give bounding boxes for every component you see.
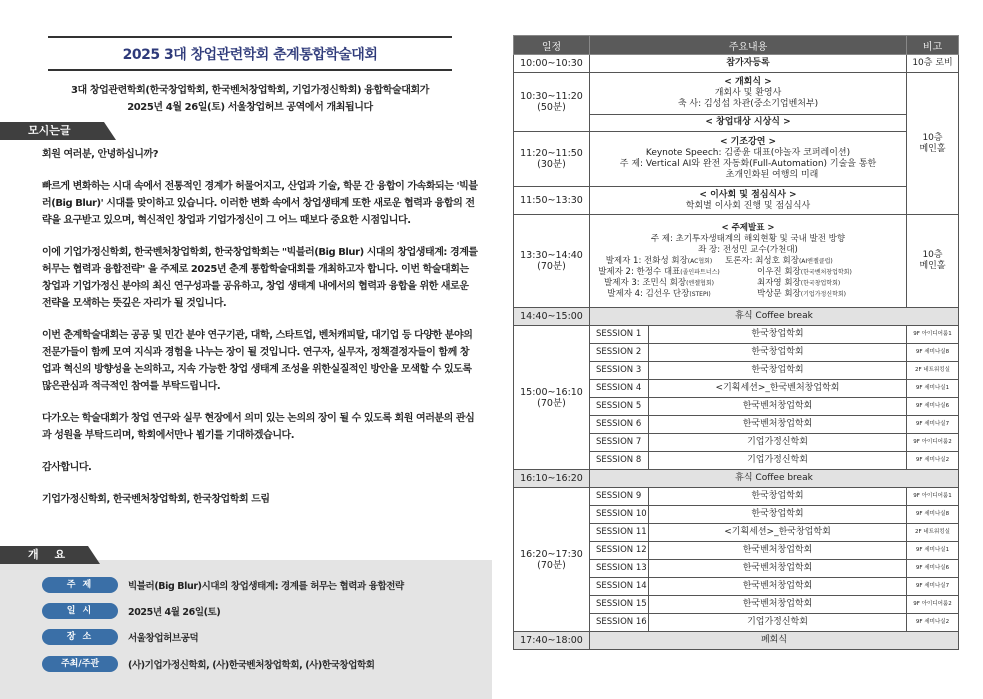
panel-heading: < 주제발표 >: [721, 222, 775, 233]
opening-heading: < 개회식 >: [724, 76, 772, 87]
note-cell: [907, 73, 959, 215]
panel-topic: 주 제: 초기투자생태계의 해외현황 및 국내 발전 방향: [650, 233, 846, 244]
time-cell: [514, 488, 590, 632]
content-cell: 참가자등록: [590, 55, 907, 73]
greeting-para: 감사합니다.: [42, 462, 92, 473]
session-host: 기업가정신학회: [649, 452, 907, 470]
greeting-para: 이에 기업가정신학회, 한국벤처창업학회, 한국창업학회는 "빅블러(Big Blur) 시대의 창업생태계: 경계를 허무는 협력과 융합전략" 을 주제로 2025년 춘계 통합학술대회를 개최하고자 합니다. 이번 학술대회는 창업과 기업가정신 분야의 최신 연구성과를 공유하고, 창업 생태계 내에서의 협력과 융합을 위한 새로운 전략을 모색하는 뜻깊은 자리가 될 것입니다.: [42, 247, 478, 309]
keynote-topic: 초개인화된 여행의 미래: [725, 170, 819, 180]
note-cell: [907, 215, 959, 308]
greeting-para: 빠르게 변화하는 시대 속에서 전통적인 경계가 허물어지고, 산업과 기술, 학문 간 융합이 가속화되는 '빅블러(Big Blur)' 시대를 맞이하고 있습니다. 이러한 변화 속에서 창업생태계 또한 새로운 협력과 융합의 전략을 요구받고 있으며, 혁신적인 창업과 기업가정신이 그 어느 때보다 중요한 시점입니다.: [42, 181, 478, 226]
session-host: 기업가정신학회: [649, 434, 907, 452]
summary-value: 빅블러(Big Blur)시대의 창업생태계: 경계를 허무는 협력과 융합전략: [128, 581, 404, 592]
session-name: SESSION 6: [590, 416, 649, 434]
panel-presenter: 발제자 4: 김선우 단장(STEPI) 박상문 회장(기업가정신학회): [607, 288, 847, 299]
schedule-table: [513, 35, 959, 650]
greeting-para: 회원 여러분, 안녕하십니까?: [42, 149, 159, 160]
top-rule: [48, 36, 452, 38]
duration-text: (70분): [537, 397, 566, 409]
session-name: SESSION 10: [590, 506, 649, 524]
session-room: 9F 아이디어룸2: [907, 434, 959, 452]
panel-chair: 좌 장: 전성민 교수(가천대): [698, 244, 798, 255]
row-registration: [514, 55, 959, 73]
session-host: 한국벤처창업학회: [649, 596, 907, 614]
time-text: 11:20~11:50: [520, 148, 583, 159]
session-room: 9F 아이디어룸1: [907, 488, 959, 506]
session-name: SESSION 5: [590, 398, 649, 416]
time-text: 15:00~16:10: [520, 386, 583, 398]
time-cell: 14:40~15:00: [514, 308, 590, 326]
time-cell: 11:50~13:30: [514, 187, 590, 215]
session-row: [514, 488, 959, 506]
session-host: 한국벤처창업학회: [649, 416, 907, 434]
schedule-header: [514, 36, 959, 55]
session-host: 한국벤처창업학회: [649, 560, 907, 578]
greeting-signature: 기업가정신학회, 한국벤처창업학회, 한국창업학회 드림: [42, 494, 270, 505]
page-title: 2025 3대 창업관련학회 춘계통합학술대회: [122, 47, 378, 63]
time-cell: [514, 215, 590, 308]
time-cell: 16:10~16:20: [514, 470, 590, 488]
session-host: 한국벤처창업학회: [649, 542, 907, 560]
duration-text: (30분): [537, 159, 566, 170]
session-room: 9F 아이디어룸2: [907, 596, 959, 614]
session-room: 9F 세미나실1: [907, 380, 959, 398]
session-room: 9F 세미나실1: [907, 542, 959, 560]
session-room: 9F 세미나실6: [907, 560, 959, 578]
session-name: SESSION 7: [590, 434, 649, 452]
session-name: SESSION 9: [590, 488, 649, 506]
closing-cell: 폐회식: [590, 632, 959, 650]
row-closing: [514, 632, 959, 650]
session-host: 한국창업학회: [649, 362, 907, 380]
session-room: 9F 세미나실2: [907, 614, 959, 632]
panel-presenter: 발제자 3: 조민식 회장(엔젤협회) 최자영 회장(한국창업학회): [604, 277, 841, 288]
opening-line: 축 사: 김성섭 차관(중소기업벤처부): [677, 98, 819, 109]
time-text: 16:20~17:30: [520, 548, 583, 560]
session-host: 한국창업학회: [649, 506, 907, 524]
panel-presenter: 발제자 2: 한정수 대표(졸인파트너스) 이우진 회장(한국벤처창업학회): [598, 266, 852, 277]
summary-banner: 개 요: [0, 546, 88, 564]
row-break: [514, 308, 959, 326]
lunch-cell: [590, 187, 907, 215]
summary-value: (사)기업가정신학회, (사)한국벤처창업학회, (사)한국창업학회: [128, 660, 375, 671]
session-name: SESSION 12: [590, 542, 649, 560]
session-host: <기획세션>_한국벤처창업학회: [649, 380, 907, 398]
keynote-topic: 주 제: Vertical AI와 완전 자동화(Full-Automation) 기술을 통한: [619, 159, 877, 169]
row-opening: [514, 73, 959, 115]
session-room: 9F 세미나실6: [907, 398, 959, 416]
summary-value: 2025년 4월 26일(토): [128, 607, 221, 618]
session-name: SESSION 11: [590, 524, 649, 542]
session-host: 한국벤처창업학회: [649, 578, 907, 596]
intro-text: [48, 82, 452, 116]
summary-label: 장 소: [42, 629, 118, 645]
session-host: 한국벤처창업학회: [649, 398, 907, 416]
session-name: SESSION 2: [590, 344, 649, 362]
time-cell: [514, 326, 590, 470]
row-keynote: [514, 132, 959, 187]
session-name: SESSION 13: [590, 560, 649, 578]
time-cell: [514, 73, 590, 132]
summary-value: 서울창업허브공덕: [128, 633, 199, 644]
row-lunch: [514, 187, 959, 215]
session-room: 2F 네트워킹실: [907, 362, 959, 380]
session-name: SESSION 15: [590, 596, 649, 614]
time-text: 13:30~14:40: [520, 250, 583, 261]
break-cell: 휴식 Coffee break: [590, 470, 959, 488]
opening-cell: [590, 73, 907, 115]
session-host: 기업가정신학회: [649, 614, 907, 632]
lunch-sub: 학회별 이사회 진행 및 점심식사: [685, 200, 811, 211]
time-cell: 10:00~10:30: [514, 55, 590, 73]
greeting-banner: 모시는글: [0, 122, 104, 140]
time-cell: [514, 132, 590, 187]
header-content: 주요내용: [590, 36, 907, 55]
time-cell: 17:40~18:00: [514, 632, 590, 650]
header-time: 일정: [514, 36, 590, 55]
summary-label: 주최/주관: [42, 656, 118, 672]
greeting-letter: [42, 146, 478, 523]
session-room: 9F 세미나실2: [907, 452, 959, 470]
session-room: 9F 아이디어룸1: [907, 326, 959, 344]
session-name: SESSION 8: [590, 452, 649, 470]
summary-label: 주 제: [42, 577, 118, 593]
panel-cell: [590, 215, 907, 308]
intro-line-1: 3대 창업관련학회(한국창업학회, 한국벤처창업학회, 기업가정신학회) 융합학술대회가: [70, 85, 430, 96]
row-break: [514, 470, 959, 488]
keynote-speaker: Keynote Speech: 김종윤 대표(야놀자 코퍼레이션): [645, 148, 851, 158]
duration-text: (50분): [537, 102, 566, 113]
greeting-para: 이번 춘계학술대회는 공공 및 민간 분야 연구기관, 대학, 스타트업, 벤처캐피탈, 대기업 등 다양한 분야의 전문가들이 함께 모여 지식과 경험을 나누는 장이 될 것입니다. 연구자, 실무자, 정책결정자들이 함께 창업과 혁신의 방향성을 논의하고, 지속 가능한 창업 생태계 조성을 위한실질적인 방안을 모색할 수 있도록 많은관심과 적극적인 참여를 부탁드립니다.: [42, 330, 473, 392]
note-cell: 10층 로비: [907, 55, 959, 73]
duration-text: (70분): [537, 261, 566, 272]
note-text: 메인홀: [919, 261, 946, 271]
opening-line: 개회사 및 환영사: [714, 87, 782, 98]
lunch-heading: < 이사회 및 점심식사 >: [699, 189, 797, 200]
summary-label: 일 시: [42, 603, 118, 619]
session-host: 한국창업학회: [649, 488, 907, 506]
session-host: <기획세션>_한국창업학회: [649, 524, 907, 542]
session-room: 9F 세미나실8: [907, 344, 959, 362]
header-note: 비고: [907, 36, 959, 55]
panel-presenter: 발제자 1: 전화성 회장(AC협회) 토론자: 최성호 회장(AI엔젤클럽): [605, 255, 833, 266]
note-text: 10층: [922, 250, 943, 260]
break-cell: 휴식 Coffee break: [590, 308, 959, 326]
session-name: SESSION 16: [590, 614, 649, 632]
title-rule: [48, 69, 452, 71]
time-text: 10:30~11:20: [520, 91, 583, 102]
session-name: SESSION 4: [590, 380, 649, 398]
row-panel: [514, 215, 959, 308]
intro-line-2: 2025년 4월 26일(토) 서울창업허브 공역에서 개최됩니다: [127, 102, 373, 113]
note-text: 메인홀: [919, 143, 946, 154]
session-room: 2F 네트워킹실: [907, 524, 959, 542]
session-host: 한국창업학회: [649, 344, 907, 362]
keynote-cell: [590, 132, 907, 187]
greeting-para: 다가오는 학술대회가 창업 연구와 실무 현장에서 의미 있는 논의의 장이 될 수 있도록 회원 여러분의 관심과 성원을 부탁드리며, 학회에서만나 뵙기를 기대하겠습니다.: [42, 413, 475, 441]
session-room: 9F 세미나실8: [907, 506, 959, 524]
duration-text: (70분): [537, 559, 566, 571]
session-host: 한국창업학회: [649, 326, 907, 344]
session-name: SESSION 14: [590, 578, 649, 596]
session-room: 9F 세미나실7: [907, 578, 959, 596]
session-name: SESSION 3: [590, 362, 649, 380]
session-name: SESSION 1: [590, 326, 649, 344]
award-cell: < 창업대상 시상식 >: [590, 114, 907, 131]
keynote-heading: < 기조강연 >: [719, 137, 777, 147]
session-room: 9F 세미나실7: [907, 416, 959, 434]
note-text: 10층: [922, 132, 943, 143]
session-row: [514, 326, 959, 344]
